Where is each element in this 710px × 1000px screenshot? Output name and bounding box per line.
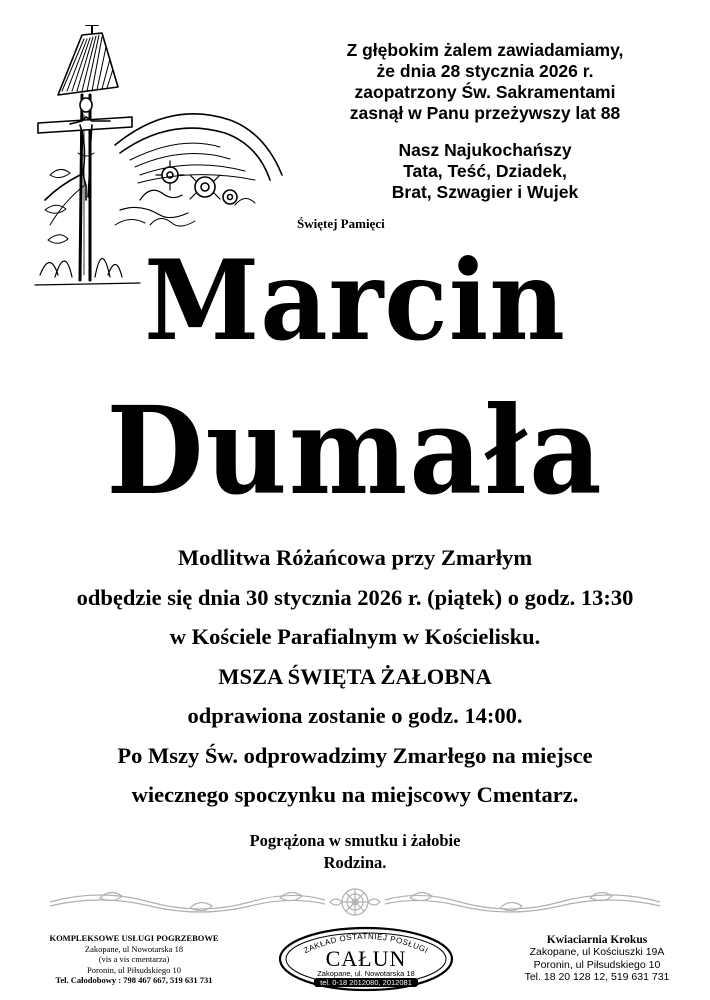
family-line: Rodzina. <box>323 853 387 872</box>
funeral-services-address: Poronin, ul Piłsudskiego 10 <box>87 964 181 975</box>
funeral-services-phone: Tel. Całodobowy : 798 467 667, 519 631 731 <box>55 975 213 986</box>
ceremony-line: odprawiona zostanie o godz. 14:00. <box>187 703 523 728</box>
family-relations <box>320 140 650 203</box>
death-announcement <box>270 40 700 124</box>
ornament-divider <box>40 880 670 920</box>
logo-top-text: ZAKŁAD OSTATNIEJ POSŁUGI <box>302 931 430 956</box>
logo-address: Zakopane, ul. Nowotarska 18 <box>317 969 415 978</box>
calun-logo <box>278 926 454 992</box>
ceremony-line: Po Mszy Św. odprowadzimy Zmarłego na miejsce <box>117 742 593 768</box>
funeral-services-address: Zakopane, ul Nowotarska 18 <box>84 943 184 954</box>
funeral-services-title: KOMPLEKSOWE USŁUGI POGRZEBOWE <box>49 933 219 943</box>
florist-title: Kwiaciarnia Krokus <box>546 934 648 946</box>
ceremony-line: Modlitwa Różańcowa przy Zmarłym <box>177 545 533 570</box>
deceased-first-name: Marcin <box>144 235 566 366</box>
relation-line: Tata, Teść, Dziadek, <box>403 161 567 181</box>
mourning-line: Pogrążona w smutku i żałobie <box>249 831 461 850</box>
announcement-line: zaopatrzony Św. Sakramentami <box>354 82 616 102</box>
deceased-last-name: Dumała <box>106 380 604 523</box>
funeral-services-info <box>14 933 254 986</box>
ceremony-details <box>0 538 710 815</box>
memory-label: Świętej Pamięci <box>297 216 385 231</box>
ceremony-line: wiecznego spoczynku na miejscowy Cmentarz. <box>131 782 579 807</box>
ceremony-line: odbędzie się dnia 30 stycznia 2026 r. (piątek) o godz. 13:30 <box>76 584 634 610</box>
logo-name: CAŁUN <box>325 946 407 971</box>
florist-address: Zakopane, ul Kościuszki 19A <box>529 946 665 959</box>
announcement-line: Z głębokim żalem zawiadamiamy, <box>346 40 624 60</box>
logo-phone: tel. 0-18 2012080, 2012081 <box>320 978 412 987</box>
florist-address: Poronin, ul Piłsudskiego 10 <box>533 958 661 971</box>
relation-line: Brat, Szwagier i Wujek <box>391 182 579 202</box>
family-signature <box>0 830 710 874</box>
funeral-services-address: (vis a vis cmentarza) <box>98 954 170 965</box>
florist-phone: Tel. 18 20 128 12, 519 631 731 <box>524 971 670 984</box>
florist-info <box>494 934 700 984</box>
announcement-line: że dnia 28 stycznia 2026 r. <box>376 61 594 81</box>
ceremony-line: w Kościele Parafialnym w Kościelisku. <box>169 624 541 649</box>
ceremony-line: MSZA ŚWIĘTA ŻAŁOBNA <box>218 663 492 689</box>
announcement-line: zasnął w Panu przeżywszy lat 88 <box>349 103 621 123</box>
relation-line: Nasz Najukochańszy <box>398 140 572 160</box>
